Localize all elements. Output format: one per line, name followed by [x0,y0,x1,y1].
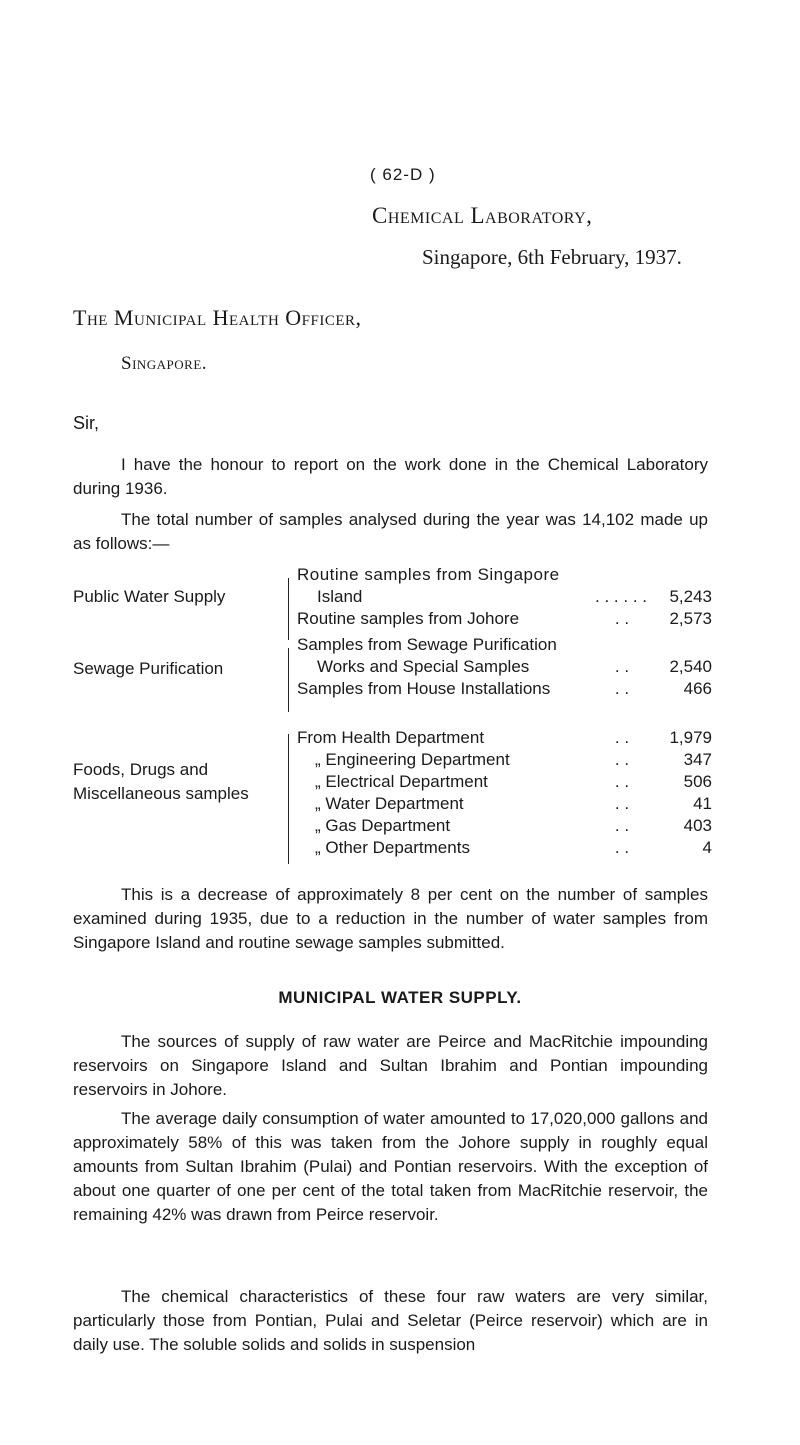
table-row: Routine samples from Singapore [297,565,560,584]
group-label-water: Public Water Supply [73,587,226,606]
table-water [297,564,712,630]
consumption-paragraph [73,1107,708,1227]
intro-paragraph [73,453,708,501]
addressee-city: Singapore. [121,353,208,374]
chemical-paragraph [73,1285,708,1357]
decrease-text: This is a decrease of approximately 8 per cent on the number of samples examined during 1935, due to a reduction in the number of water samples from Singapore Island and routine sewage samples submitted. [73,885,708,952]
page-number: ( 62-D ) [370,165,436,184]
group-label-foods: Foods, Drugs and [73,760,209,779]
table-row: Samples from Sewage Purification [297,635,557,654]
chemical-text: The chemical characteristics of these four raw waters are very similar, particularly those from Pontian, Pulai and Seletar (Peirce reservoir) which are in daily use. The soluble solids and solids in suspension [73,1287,708,1354]
table-row: „ Other Departments . . 4 [315,838,712,857]
table-row: Island . . . . . . 5,243 [317,587,712,606]
section-heading: MUNICIPAL WATER SUPPLY. [278,988,522,1007]
brace-water [288,578,289,640]
salutation: Sir, [73,413,100,433]
sources-paragraph [73,1030,708,1102]
table-row: „ Electrical Department . . 506 [315,772,712,791]
table-row: Samples from House Installations . . 466 [297,679,712,698]
table-row: „ Engineering Department . . 347 [315,750,712,769]
sources-text: The sources of supply of raw water are Peirce and MacRitchie impounding reservoirs on Singapore Island and Sultan Ibrahim and Pontian impounding reservoirs in Johore. [73,1032,708,1099]
intro-text: I have the honour to report on the work done in the Chemical Laboratory during 1936. [73,455,708,498]
total-paragraph [73,508,708,556]
table-row: „ Gas Department . . 403 [315,816,712,835]
table-row: Works and Special Samples . . 2,540 [317,657,712,676]
table-foods [297,727,712,859]
consumption-text: The average daily consumption of water amounted to 17,020,000 gallons and approximately 58% of this was taken from the Johore supply in roughly equal amounts from Sultan Ibrahim (Pulai) and Pontian reservoirs. With the exception of about one quarter of one per cent of the total taken from MacRitchie reservoir, the remaining 42% was drawn from Peirce reservoir. [73,1109,708,1224]
table-row: „ Water Department . . 41 [315,794,712,813]
brace-sewage [288,648,289,712]
table-row: Routine samples from Johore . . 2,573 [297,609,712,628]
group-label-misc: Miscellaneous samples [73,784,249,803]
decrease-paragraph [73,883,708,955]
addressee-title: The Municipal Health Officer, [73,305,362,330]
table-row: From Health Department . . 1,979 [297,728,712,747]
letterhead-title: Chemical Laboratory, [372,203,593,228]
table-sewage [297,634,712,700]
brace-foods [288,734,289,864]
group-label-sewage: Sewage Purification [73,659,224,678]
total-text: The total number of samples analysed during the year was 14,102 made up as follows:— [73,510,708,553]
dateline: Singapore, 6th February, 1937. [422,245,682,269]
